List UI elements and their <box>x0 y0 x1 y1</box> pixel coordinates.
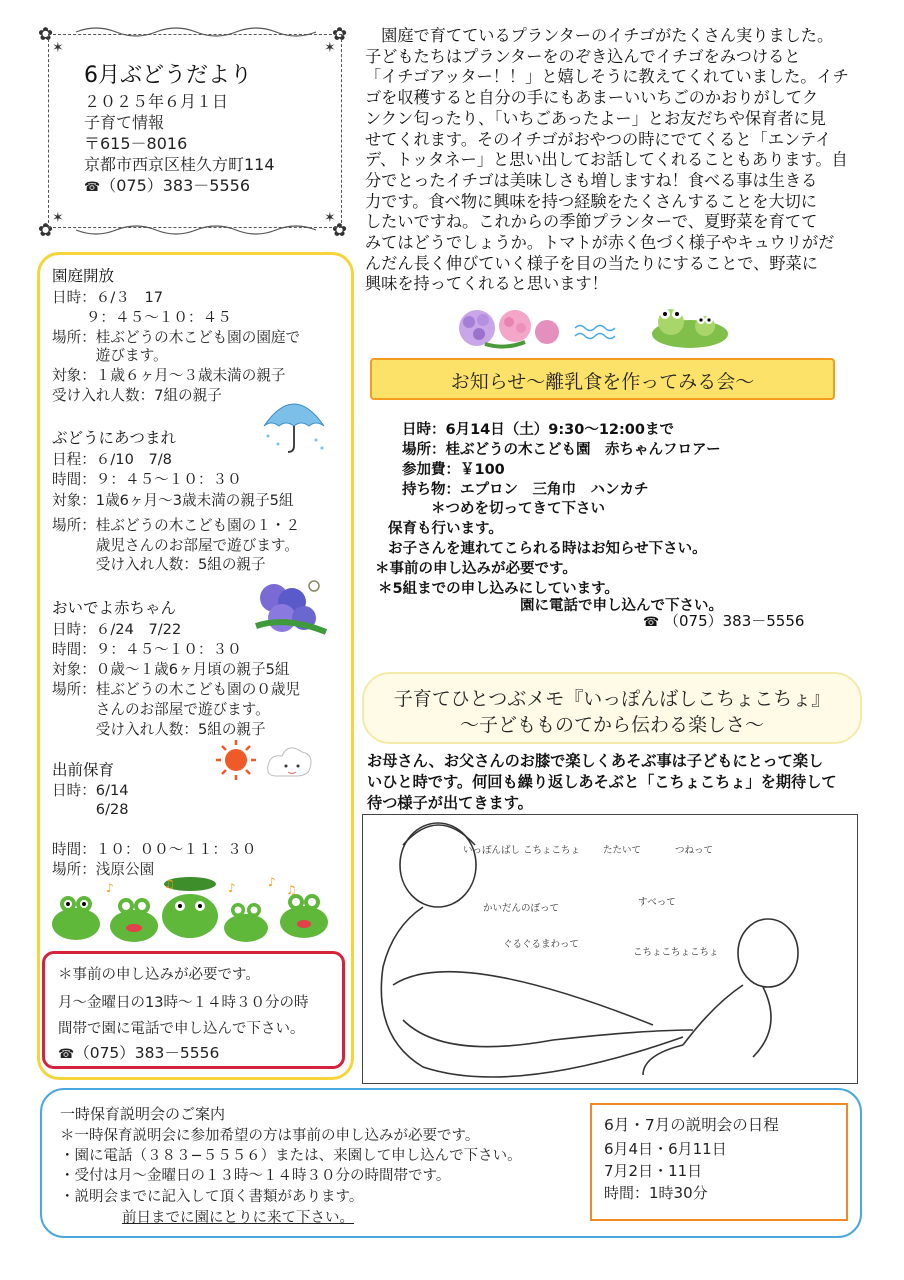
baby-line: 対象：０歳〜１歳6ヶ月頃の親子5組 <box>52 661 290 678</box>
notice-phone-row <box>643 610 804 631</box>
garden-line: ９：４５〜１０：４５ <box>52 309 232 326</box>
intro-line: 興味を持ってくれると思います！ <box>365 274 608 294</box>
garden-line: 対象：１歳６ヶ月〜３歳未満の親子 <box>52 367 286 384</box>
star-icon: ✶ <box>52 40 64 56</box>
memo-body-line: お母さん、お父さんのお膝で楽しくあそぶ事は子どもにとって楽し <box>367 752 824 770</box>
budou-line: 時間：９：４５〜１０：３０ <box>52 471 242 488</box>
header-phone: （075）383－5556 <box>100 176 251 195</box>
notice-line: 園に電話で申し込んで下さい。 <box>520 598 723 614</box>
garden-line: 受け入れ人数：7組の親子 <box>52 387 222 404</box>
notice-line: お子さんを連れてこられる時はお知らせ下さい。 <box>388 541 707 557</box>
baby-line: さんのお部屋で遊びます。 <box>52 701 270 718</box>
notice-line: ＊5組までの申し込みにしています。 <box>378 581 619 597</box>
intro-line: ンクン匂ったり、「いちごあったよー」とお友だちや保育者に見 <box>365 108 826 128</box>
garden-line: 遊びます。 <box>52 347 168 364</box>
water-wave-icon <box>575 326 615 339</box>
budou-line: 受け入れ人数：5組の親子 <box>52 556 266 573</box>
intro-line: みてはどうでしょうか。トマトが赤く色づく様子やキュウリがだ <box>365 233 835 253</box>
baby-title: おいでよ赤ちゃん <box>52 599 177 617</box>
temp-care-title: 一時保育説明会のご案内 <box>60 1105 226 1123</box>
notice-line: 日時：6月14日（土）9:30〜12:00まで <box>402 422 674 438</box>
svg-text:♪: ♪ <box>228 881 236 895</box>
header-date: ２０２５年６月１日 <box>84 92 229 111</box>
notice-line: ＊つめを切ってきて下さい <box>402 501 605 517</box>
svg-text:♪: ♪ <box>106 881 114 895</box>
sun-icon <box>216 740 256 780</box>
schedule-july: 7月2日・11日 <box>604 1162 703 1180</box>
hydrangea-icon <box>252 578 330 636</box>
temp-care-underline: 前日までに園にとりに来て下さい。 <box>122 1210 354 1226</box>
schedule-time: 時間：1時30分 <box>604 1184 708 1202</box>
notice-line: 持ち物：エプロン 三角巾 ハンカチ <box>402 482 649 498</box>
memo-title: 子育てひとつぶメモ『いっぽんばしこちょこちょ』 <box>393 688 831 710</box>
header-address: 京都市西京区桂久方町114 <box>84 155 275 174</box>
tickle-game-illustration <box>362 814 858 1084</box>
frog-icon <box>224 903 268 942</box>
newsletter-title: 6月ぶどうだより <box>84 63 252 88</box>
budou-title: ぶどうにあつまれ <box>52 429 177 447</box>
hydrangea-frog-illustration <box>455 300 730 355</box>
illustration-caption: すべって <box>638 897 676 908</box>
intro-line: 力です。食べ物に興味を持つ経験をたくさんすることを大切に <box>365 191 817 211</box>
application-line: 月〜金曜日の13時〜１４時３０分の時 <box>58 995 309 1011</box>
temp-care-line: ・園に電話（３８３−５５５６）または、来園して申し込んで下さい。 <box>60 1148 522 1164</box>
header-subtitle: 子育て情報 <box>84 113 165 132</box>
snail-icon <box>309 581 319 591</box>
frog-icon <box>652 309 728 348</box>
illustration-caption: ぐるぐるまわって <box>503 939 579 950</box>
phone-icon: ☎ <box>58 1047 75 1062</box>
notice-line: 保育も行います。 <box>388 521 503 537</box>
intro-line: デ、トッタネー」と思い出してお話してくれることもあります。自 <box>365 150 848 170</box>
outreach-date: 6/28 <box>52 801 129 818</box>
svg-text:♫: ♫ <box>286 883 297 897</box>
illustration-caption: かいだんのぼって <box>483 903 560 914</box>
application-line: ＊事前の申し込みが必要です。 <box>58 967 260 983</box>
notice-title: お知らせ〜離乳食を作ってみる会〜 <box>450 371 755 393</box>
application-phone: （075）383－5556 <box>74 1044 220 1062</box>
budou-line: 歳児さんのお部屋で遊びます。 <box>52 537 299 554</box>
illustration-caption: たたいて <box>603 845 642 856</box>
header-phone-row <box>84 176 250 198</box>
star-icon: ✶ <box>52 210 64 226</box>
flower-icon: ✿ <box>38 220 54 240</box>
intro-line: 園庭で育てているプランターのイチゴがたくさん実りました。 <box>365 26 834 45</box>
garden-line: 場所：桂ぶどうの木こども園の園庭で <box>52 329 301 346</box>
notice-line: 参加費：￥100 <box>402 462 505 478</box>
frog-icon <box>52 896 100 940</box>
notice-line: 場所：桂ぶどうの木こども園 赤ちゃんフロアー <box>402 442 721 458</box>
header-postal: 〒615－8016 <box>84 134 188 153</box>
intro-line: 分でとったイチゴは美味しさも増しますね！食べる事は生きる <box>365 170 818 190</box>
application-line: 間帯で園に電話で申し込んで下さい。 <box>58 1021 305 1037</box>
star-icon: ✶ <box>324 210 336 226</box>
notice-line: ＊事前の申し込みが必要です。 <box>375 561 577 577</box>
intro-line: したいですね。これからの季節プランターで、夏野菜を育てて <box>365 212 818 232</box>
flower-icon: ✿ <box>38 24 54 45</box>
temp-care-line: ・説明会までに記入して頂く書類があります。 <box>60 1189 364 1205</box>
notice-phone: （075）383－5556 <box>663 612 805 630</box>
frog-icon <box>110 898 158 942</box>
budou-line: 場所：桂ぶどうの木こども園の１・２ <box>52 517 301 534</box>
intro-line: 「イチゴアッター！！」と嬉しそうに教えてくれていました。イチ <box>365 67 849 87</box>
illustration-caption: いっぽんばし こちょこちょ <box>463 845 581 856</box>
outreach-time: 時間：１０：００〜１１：３０ <box>52 841 257 858</box>
phone-icon: ☎ <box>643 615 660 630</box>
application-phone-row <box>58 1041 219 1063</box>
schedule-title: 6月・7月の説明会の日程 <box>604 1116 779 1134</box>
garden-line: 日時：６/３ 17 <box>52 289 164 306</box>
budou-line: 日程：６/10 7/8 <box>52 451 172 468</box>
flower-icon: ✿ <box>332 24 348 45</box>
intro-line: ゴを収穫すると自分の手にもあまーいいちごのかおりがしてク <box>365 88 819 108</box>
cloud-icon <box>268 748 311 776</box>
illustration-caption: こちょこちょこちょ <box>633 947 719 958</box>
budou-line: 対象：1歳6ヶ月〜3歳未満の親子5組 <box>52 492 294 509</box>
memo-body-line: 待つ様子が出てきます。 <box>367 794 533 812</box>
memo-subtitle: 〜子どもものてから伝わる楽しさ〜 <box>459 714 764 736</box>
intro-line: 子どもたちはプランターをのぞき込んでイチゴをみつけると <box>365 46 801 66</box>
baby-line: 受け入れ人数：5組の親子 <box>52 721 266 738</box>
illustration-caption: つねって <box>675 845 714 856</box>
intro-line: せてくれます。そのイチゴがおやつの時にでてくると「エンテイ <box>365 129 832 149</box>
intro-paragraph <box>365 26 875 295</box>
baby-line: 日時：６/24 7/22 <box>52 621 182 638</box>
star-icon: ✶ <box>324 40 336 56</box>
svg-text:♫: ♫ <box>164 877 175 891</box>
outreach-date: 日時：6/14 <box>52 782 129 799</box>
flower-icon: ✿ <box>332 220 348 240</box>
frogs-illustration <box>46 874 342 946</box>
outreach-title: 出前保育 <box>52 761 115 779</box>
svg-text:♪: ♪ <box>268 875 276 889</box>
outreach-place: 場所：浅原公園 <box>52 861 155 878</box>
temp-care-line: ＊一時保育説明会に参加希望の方は事前の申し込みが必要です。 <box>60 1128 480 1144</box>
intro-line: んだん長く伸びていく様子を目の当たりにすることで、野菜に <box>365 253 818 273</box>
parent-child-drawing <box>363 815 857 1083</box>
memo-body-line: いひと時です。何回も繰り返しあそぶと「こちょこちょ」を期待して <box>367 773 837 791</box>
frog-icon <box>280 894 328 938</box>
phone-icon: ☎ <box>84 180 101 195</box>
garden-title: 園庭開放 <box>52 267 115 285</box>
umbrella-icon <box>258 392 328 454</box>
schedule-june: 6月4日・6月11日 <box>604 1140 727 1158</box>
baby-line: 時間：９：４５〜１０：３０ <box>52 641 242 658</box>
baby-line: 場所：桂ぶどうの木こども園の０歳児 <box>52 681 301 698</box>
sun-cloud-illustration <box>214 736 324 790</box>
hydrangea-icon <box>459 310 559 347</box>
temp-care-line: ・受付は月〜金曜日の１３時〜１４時３０分の時間帯です。 <box>60 1168 451 1184</box>
